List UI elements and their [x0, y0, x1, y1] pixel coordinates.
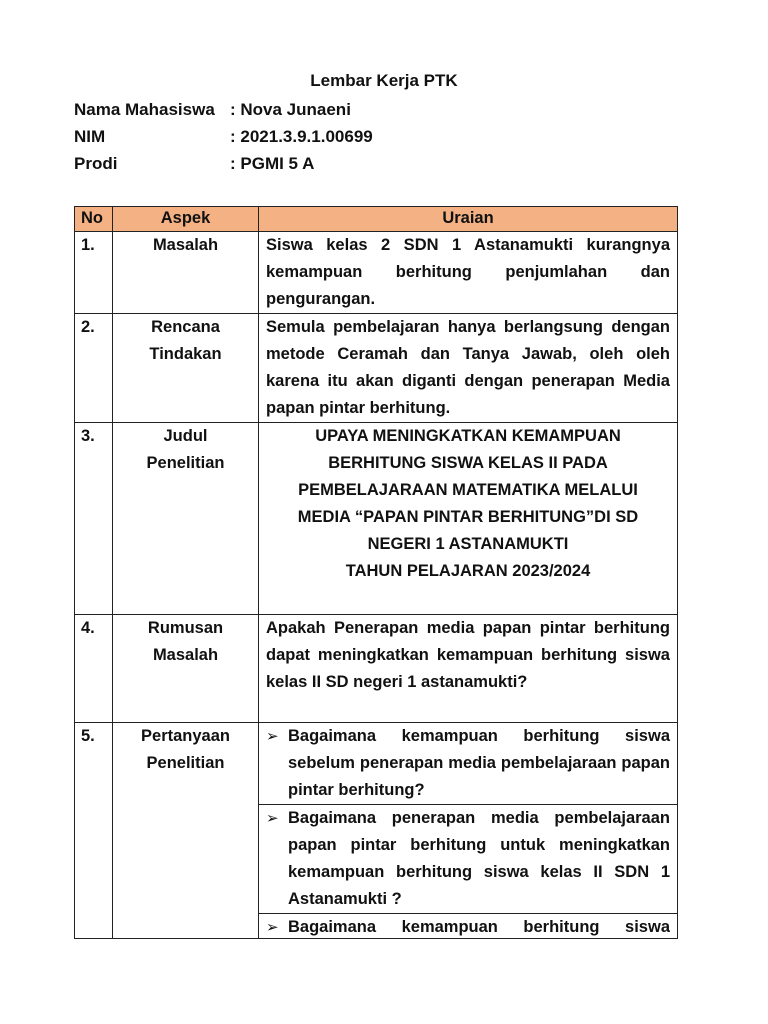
research-title-line: UPAYA MENINGKATKAN KEMAMPUAN	[315, 427, 621, 445]
row-number: 1.	[75, 232, 113, 314]
row-uraian: Apakah Penerapan media papan pintar berhitung dapat meningkatkan kemampuan berhitung siswa kelas II SD negeri 1 astanamukti?	[259, 615, 678, 723]
column-header-no: No	[75, 207, 113, 232]
question-cell	[259, 723, 678, 805]
table-row	[75, 232, 678, 314]
table-header-row	[75, 207, 678, 232]
arrow-bullet-icon: ➢	[266, 919, 279, 936]
question-cell	[259, 805, 678, 914]
research-title-line: MEDIA “PAPAN PINTAR BERHITUNG”DI SD	[297, 508, 639, 526]
column-header-uraian: Uraian	[259, 207, 678, 232]
research-title-cell	[259, 423, 678, 615]
info-row-prodi	[74, 150, 314, 178]
row-aspek: Rencana Tindakan	[113, 314, 259, 423]
research-title-line: TAHUN PELAJARAN 2023/2024	[345, 562, 591, 580]
row-uraian: Semula pembelajaran hanya berlangsung dengan metode Ceramah dan Tanya Jawab, oleh oleh karena itu akan diganti dengan penerapan Media papan pintar berhitung.	[259, 314, 678, 423]
row-number: 5.	[75, 723, 113, 939]
research-title-line: BERHITUNG SISWA KELAS II PADA	[328, 454, 608, 472]
list-item	[266, 723, 670, 804]
row-uraian: Siswa kelas 2 SDN 1 Astanamukti kurangnya kemampuan berhitung penjumlahan dan pengurangan.	[259, 232, 678, 314]
table-row	[75, 723, 678, 805]
question-text: Bagaimana penerapan media pembelajaraan papan pintar berhitung untuk meningkatkan kemampuan berhitung siswa kelas II SDN 1 Astanamukti ?	[288, 809, 670, 908]
question-cell	[259, 914, 678, 939]
list-item	[266, 805, 670, 913]
row-aspek: Masalah	[113, 232, 259, 314]
research-title-line: NEGERI 1 ASTANAMUKTI	[367, 535, 569, 553]
row-aspek: Pertanyaan Penelitian	[113, 723, 259, 939]
table-row	[75, 615, 678, 723]
ptk-table	[74, 206, 678, 939]
column-header-aspek: Aspek	[113, 207, 259, 232]
row-number: 3.	[75, 423, 113, 615]
arrow-bullet-icon: ➢	[266, 810, 279, 827]
arrow-bullet-icon: ➢	[266, 728, 279, 745]
info-label: Nama Mahasiswa	[74, 100, 215, 119]
research-title-line: PEMBELAJARAAN MATEMATIKA MELALUI	[298, 481, 638, 499]
question-text: Bagaimana kemampuan berhitung siswa	[288, 918, 670, 936]
row-aspek: Judul Penelitian	[113, 423, 259, 615]
page-title: Lembar Kerja PTK	[310, 71, 458, 90]
info-row-nim	[74, 123, 373, 151]
question-text: Bagaimana kemampuan berhitung siswa sebelum penerapan media pembelajaraan papan pintar berhitung?	[288, 727, 670, 799]
info-label: NIM	[74, 127, 106, 146]
info-value: : PGMI 5 A	[230, 154, 315, 173]
info-label: Prodi	[74, 154, 118, 173]
info-row-nama	[74, 96, 351, 124]
table-row	[75, 314, 678, 423]
row-aspek: Rumusan Masalah	[113, 615, 259, 723]
table-row	[75, 423, 678, 615]
row-number: 4.	[75, 615, 113, 723]
row-number: 2.	[75, 314, 113, 423]
info-value: : 2021.3.9.1.00699	[230, 127, 373, 146]
info-value: : Nova Junaeni	[230, 100, 351, 119]
list-item	[266, 914, 670, 938]
